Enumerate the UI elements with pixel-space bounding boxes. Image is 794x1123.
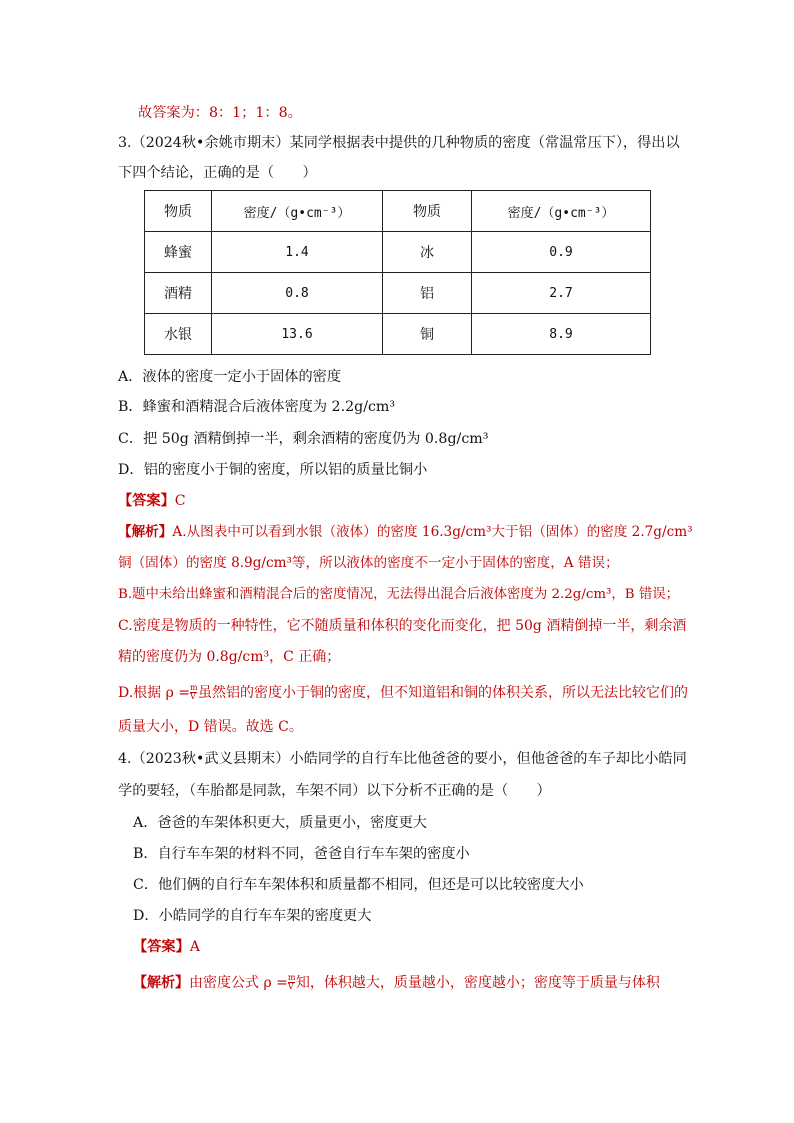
q3-option-d: D．铝的密度小于铜的密度，所以铝的质量比铜小	[118, 462, 428, 478]
q4-option-b: B．自行车车架的材料不同，爸爸自行车车架的密度小	[133, 846, 470, 862]
answer-tag: 【答案】	[133, 939, 190, 955]
q3-option-a: A．液体的密度一定小于固体的密度	[118, 369, 342, 385]
formula-suffix: 知，体积越大，质量越小，密度越小；密度等于质量与体积	[295, 975, 660, 991]
q3-option-b: B．蜂蜜和酒精混合后液体密度为 2.2g/cm³	[118, 399, 396, 415]
table-header-row	[145, 191, 651, 232]
table-cell: 0.9	[472, 232, 651, 273]
table-cell: 水银	[145, 314, 212, 355]
table-header-cell: 密度/（g•cm⁻³）	[472, 191, 651, 232]
q3-stem-line1: 3.（2024秋•余姚市期末）某同学根据表中提供的几种物质的密度（常温常压下），得出以	[118, 135, 680, 151]
table-cell: 铜	[383, 314, 472, 355]
answer-value: A	[189, 939, 201, 955]
q3-analysis-line4: C.密度是物质的一种特性，它不随质量和体积的变化而变化，把 50g 酒精倒掉一半，剩余酒	[118, 618, 687, 634]
table-cell: 1.4	[212, 232, 383, 273]
fraction-denominator: V	[190, 692, 196, 701]
q4-option-c: C．他们俩的自行车车架体积和质量都不相同，但还是可以比较密度大小	[133, 877, 584, 893]
table-cell: 铝	[383, 273, 472, 314]
fraction-numerator: m	[287, 973, 296, 982]
fraction-numerator: m	[190, 683, 198, 692]
answer-value: C	[174, 493, 186, 509]
q4-answer-line	[133, 938, 200, 956]
formula-prefix: D.根据 ρ =	[118, 685, 191, 701]
table-cell: 2.7	[472, 273, 651, 314]
q4-stem-line2: 学的要轻，（车胎都是同款，车架不同）以下分析不正确的是（ ）	[118, 783, 551, 799]
formula-prefix: 由密度公式 ρ =	[189, 975, 288, 991]
table-cell: 8.9	[472, 314, 651, 355]
table-header-cell: 物质	[383, 191, 472, 232]
q3-answer-line	[118, 492, 186, 510]
table-cell: 蜂蜜	[145, 232, 212, 273]
table-cell: 0.8	[212, 273, 383, 314]
table-row	[145, 232, 651, 273]
table-header-cell: 物质	[145, 191, 212, 232]
density-formula-fraction	[288, 974, 296, 992]
table-row	[145, 314, 651, 355]
q4-analysis-line1	[133, 974, 660, 992]
q4-stem-line1: 4.（2023秋•武义县期末）小皓同学的自行车比他爸爸的要小，但他爸爸的车子却比小皓同	[118, 751, 687, 767]
analysis-tag: 【解析】	[133, 975, 189, 991]
density-formula-fraction	[190, 684, 198, 702]
q4-option-d: D．小皓同学的自行车车架的密度更大	[133, 908, 372, 924]
table-header-cell: 密度/（g•cm⁻³）	[212, 191, 383, 232]
previous-answer: 故答案为：8：1；1：8。	[138, 105, 302, 121]
table-cell: 酒精	[145, 273, 212, 314]
q3-analysis-line3: B.题中未给出蜂蜜和酒精混合后的密度情况，无法得出混合后液体密度为 2.2g/cm³，B 错误；	[118, 587, 680, 602]
q4-option-a: A．爸爸的车架体积更大，质量更小，密度更大	[133, 815, 427, 831]
q3-stem-line2: 下四个结论，正确的是（ ）	[118, 165, 317, 181]
formula-suffix: 虽然铝的密度小于铜的密度，但不知道铝和铜的体积关系，所以无法比较它们的	[198, 685, 689, 701]
q3-analysis-line7: 质量大小，D 错误。故选 C。	[118, 719, 303, 735]
analysis-text: A.从图表中可以看到水银（液体）的密度 16.3g/cm³大于铝（固体）的密度 2.7g/cm³	[172, 524, 693, 540]
q3-analysis-line5: 精的密度仍为 0.8g/cm³，C 正确；	[118, 649, 341, 665]
answer-tag: 【答案】	[118, 493, 175, 509]
analysis-tag: 【解析】	[118, 524, 173, 540]
table-cell: 冰	[383, 232, 472, 273]
q3-analysis-line6	[118, 684, 688, 702]
table-row	[145, 273, 651, 314]
q3-analysis-line1	[118, 523, 693, 541]
table-cell: 13.6	[212, 314, 383, 355]
q3-analysis-line2: 铜（固体）的密度 8.9g/cm³等，所以液体的密度不一定小于固体的密度，A 错误；	[118, 555, 619, 571]
density-table	[144, 190, 651, 355]
q3-option-c: C．把 50g 酒精倒掉一半，剩余酒精的密度仍为 0.8g/cm³	[118, 431, 489, 447]
fraction-denominator: V	[287, 982, 294, 991]
